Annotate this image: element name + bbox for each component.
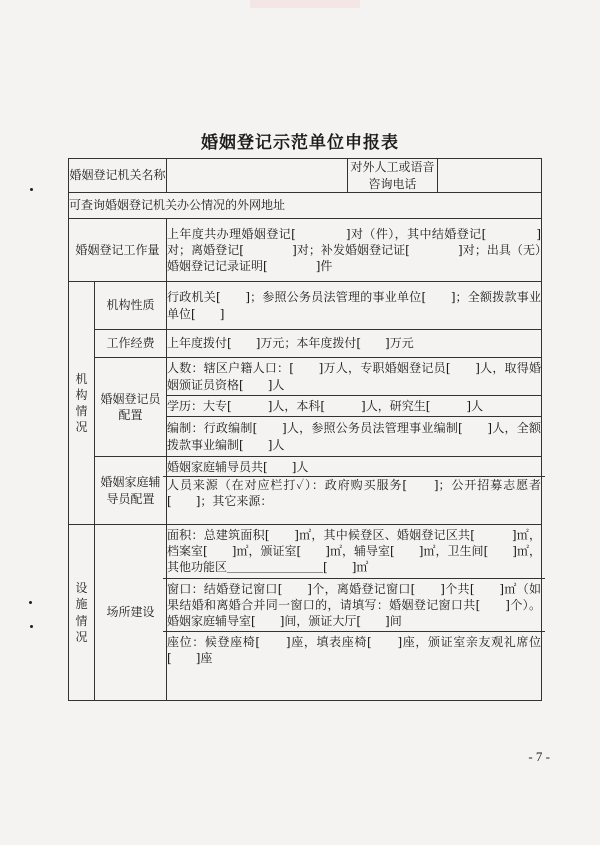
section-jigou-label: 机 构 情 况 xyxy=(69,282,95,525)
funding-row xyxy=(69,330,542,358)
staff-edu: 学历：大专[ ]人，本科[ ]人，研究生[ ]人 xyxy=(167,396,542,417)
workload-row xyxy=(69,219,542,282)
agency-row xyxy=(69,159,542,193)
venue-window: 窗口：结婚登记窗口[ ]个，离婚登记窗口[ ]个共[ ]㎡（如果结婚和离婚合并同一窗口的，请填写：婚姻登记窗口共[ ]个）。婚姻家庭辅导室[ ]间，颁证大厅[ ]间 xyxy=(163,579,545,633)
section-sheshi-label: 设 施 情 况 xyxy=(69,525,95,701)
venue-area: 面积：总建筑面积[ ]㎡，其中候登区、婚姻登记区共[ ]㎡，档案室[ ]㎡，颁证室[ ]㎡，辅导室[ ]㎡，卫生间[ ]㎡，其他功能区＿＿＿＿＿＿＿＿[ ]㎡ xyxy=(163,527,545,579)
counselor-total: 婚姻家庭辅导员共[ ]人 xyxy=(163,459,545,477)
staff-quota: 编制：行政编制[ ]人，参照公务员法管理事业编制[ ]人，全额拨款事业编制[ ]人 xyxy=(167,417,542,457)
website-label: 可查询婚姻登记机关办公情况的外网地址 xyxy=(69,193,542,219)
staff-row-1 xyxy=(69,358,542,396)
counselor-label: 婚姻家庭辅导员配置 xyxy=(95,457,167,525)
page-number: - 7 - xyxy=(528,749,550,764)
application-form-table xyxy=(68,158,542,701)
venue-seats: 座位：候登座椅[ ]座，填表座椅[ ]座，颁证室亲友观礼席位[ ]座 xyxy=(167,635,542,666)
agency-name-value xyxy=(167,159,348,193)
workload-label: 婚姻登记工作量 xyxy=(69,219,167,282)
counselor-source: 人员来源（在对应栏打✓）：政府购买服务[ ]；公开招募志愿者[ ]；其它来源： xyxy=(167,478,542,509)
funding-label: 工作经费 xyxy=(95,330,167,358)
nature-text: 行政机关[ ]；参照公务员法管理的事业单位[ ]；全额拨款事业单位[ ] xyxy=(167,282,542,330)
nature-label: 机构性质 xyxy=(95,282,167,330)
staff-label: 婚姻登记员配置 xyxy=(95,358,167,457)
scan-dot xyxy=(30,625,33,628)
scan-dot xyxy=(29,601,32,604)
counselor-row xyxy=(69,457,542,525)
phone-value xyxy=(438,159,542,193)
venue-label: 场所建设 xyxy=(95,525,167,701)
website-row xyxy=(69,193,542,219)
page-title: 婚姻登记示范单位申报表 xyxy=(201,133,399,153)
staff-count: 人数：辖区户籍人口：[ ]万人，专职婚姻登记员[ ]人，取得婚姻颁证员资格[ ]人 xyxy=(167,358,542,396)
phone-label: 对外人工或语音咨询电话 xyxy=(348,159,438,193)
funding-text: 上年度拨付[ ]万元；本年度拨付[ ]万元 xyxy=(167,330,542,358)
nature-row xyxy=(69,282,542,330)
agency-name-label: 婚姻登记机关名称 xyxy=(69,159,167,193)
scan-dot xyxy=(30,188,33,191)
venue-row xyxy=(69,525,542,701)
scan-stain xyxy=(250,0,360,8)
workload-text: 上年度共办理婚姻登记[ ]对（件），其中结婚登记[ ]对；离婚登记[ ]对；补发婚姻登记证[ ]对；出具（无）婚姻登记记录证明[ ]件 xyxy=(167,219,542,282)
